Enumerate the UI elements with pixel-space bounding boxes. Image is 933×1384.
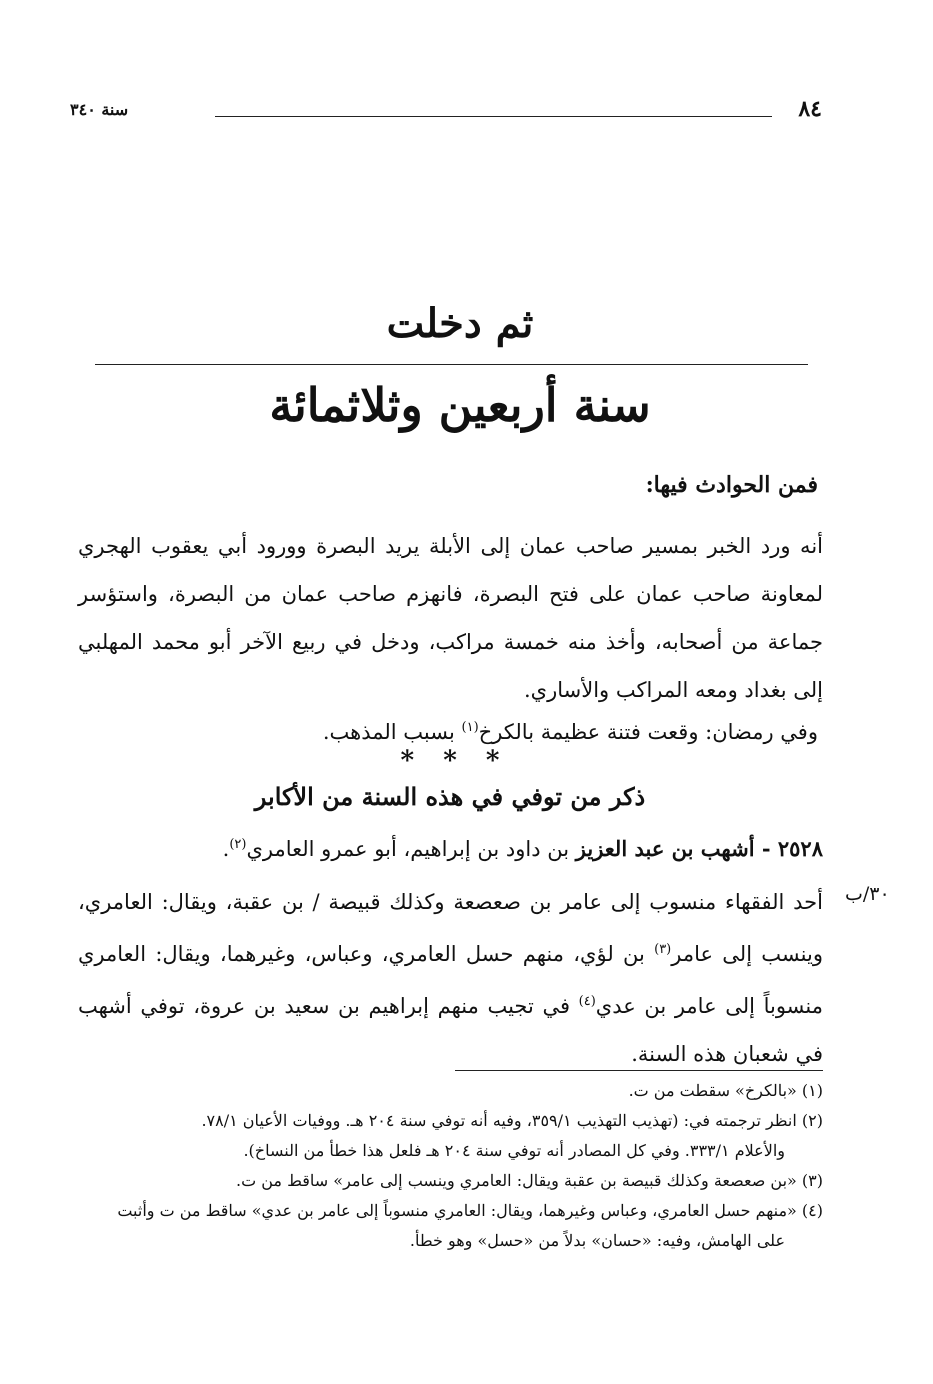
footnote-2: [78, 1106, 823, 1166]
events-heading: فمن الحوادث فيها:: [645, 472, 818, 498]
footnote-4: [78, 1196, 823, 1256]
footnote-ref-2: (٢): [229, 837, 247, 852]
deaths-heading: ذكر من توفي في هذه السنة من الأكابر: [254, 782, 646, 811]
section-separator: * * *: [400, 746, 510, 776]
biography-entry-heading: [223, 836, 823, 861]
entry-end: .: [222, 837, 230, 861]
ramadan-text-a: وفي رمضان: وقعت فتنة عظيمة بالكرخ: [478, 720, 818, 744]
bio-text-a: أحد الفقهاء منسوب إلى عامر بن صعصعة وكذلك قبيصة / بن عقبة، ويقال: العامري، وينسب إلى عامر: [78, 890, 823, 966]
footnote-ref-3: (٣): [654, 942, 672, 957]
entry-number-name: ٢٥٢٨ - أشهب بن عبد العزيز: [575, 836, 823, 861]
page-number: ٨٤: [798, 96, 822, 122]
bio-text-c: في تجيب منهم إبراهيم بن سعيد بن عروة، توفي أشهب في شعبان هذه السنة.: [78, 994, 823, 1066]
entry-lineage: بن داود بن إبراهيم، أبو عمرو العامري: [246, 837, 576, 861]
footnote-3: [78, 1166, 823, 1196]
bio-text-b: بن لؤي، منهم حسل العامري، وعباس، وغيرهما، ويقال: العامري منسوباً إلى عامر بن عدي: [78, 942, 823, 1018]
biography-paragraph: [78, 878, 823, 1078]
running-title: سنة ٣٤٠: [70, 100, 129, 119]
chapter-title-line1: ثم دخلت: [386, 300, 534, 347]
footnote-1: [78, 1076, 823, 1106]
running-header: [70, 96, 822, 126]
footnote-4-continuation: على الهامش، وفيه: «حسان» بدلاً من «حسل» وهو خطأ.: [409, 1231, 785, 1250]
footnote-4-text: (٤) «منهم حسل العامري، وعباس وغيرهما، ويقال: العامري منسوباً إلى عامر بن عدي» ساقط من ت وأثبت: [117, 1201, 823, 1220]
footnote-1-text: (١) «بالكرخ» سقطت من ت.: [628, 1081, 823, 1100]
header-rule: [215, 116, 772, 117]
chapter-title-line2: سنة أربعين وثلاثمائة: [269, 378, 651, 432]
title-rule: [95, 364, 808, 365]
manuscript-folio-marker: ٣٠/ب: [845, 883, 890, 905]
footnote-3-text: (٣) «بن صعصعة وكذلك قبيصة بن عقبة ويقال: العامري وينسب إلى عامر» ساقط من ت.: [236, 1171, 823, 1190]
footnote-ref-4: (٤): [578, 994, 596, 1009]
footnote-2-text: (٢) انظر ترجمته في: (تهذيب التهذيب ٣٥٩/١، وفيه أنه توفي سنة ٢٠٤ هـ. ووفيات الأعيان ٧٨/١.: [201, 1111, 823, 1130]
events-paragraph: أنه ورد الخبر بمسير صاحب عمان إلى الأبلة يريد البصرة وورود أبي يعقوب الهجري لمعاونة صاحب عمان على فتح البصرة، فانهزم صاحب عمان من البصرة، واستؤسر جماعة من أصحابه، وأخذ منه خمسة مراكب، ودخل في ربيع الآخر أبو محمد المهلبي إلى بغداد ومعه المراكب والأساري.: [78, 534, 824, 702]
footnote-rule: [455, 1070, 823, 1071]
footnotes: [78, 1076, 823, 1256]
footnote-2-continuation: والأعلام ٣٣٣/١. وفي كل المصادر أنه توفي سنة ٢٠٤ هـ فلعل هذا خطأ من النساخ).: [243, 1141, 785, 1160]
ramadan-text-b: بسبب المذهب.: [322, 720, 462, 744]
footnote-ref-1: (١): [461, 720, 479, 735]
